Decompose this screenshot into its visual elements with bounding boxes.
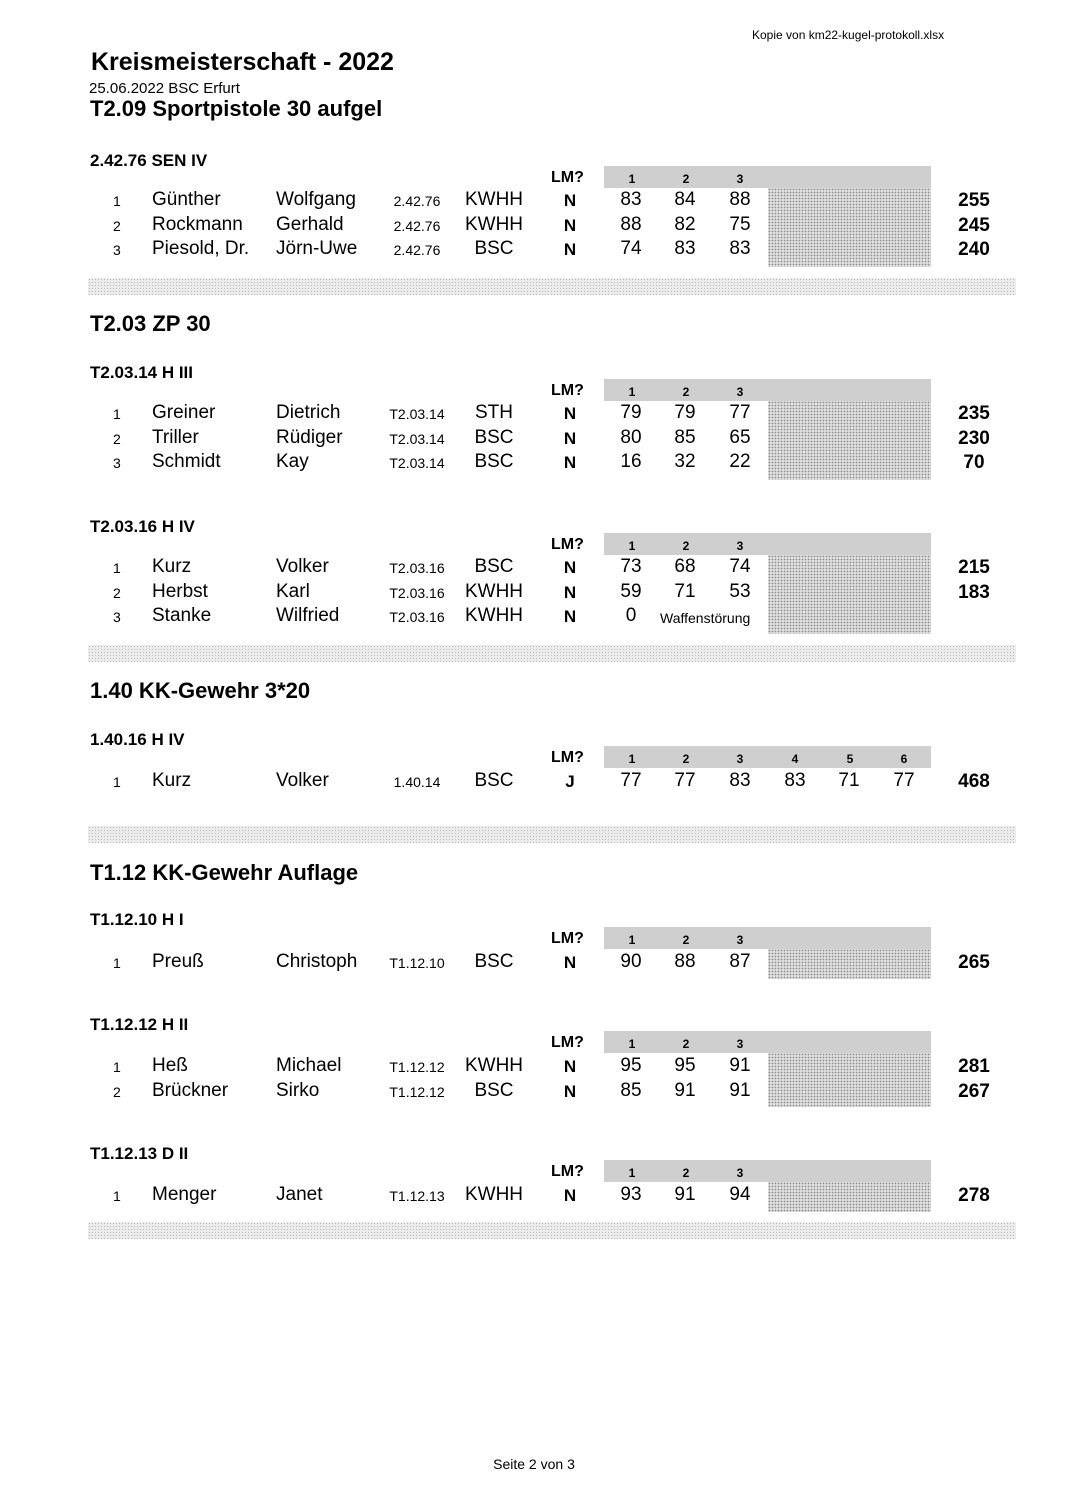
series-score: 0: [625, 605, 637, 626]
total-score: 468: [958, 771, 990, 792]
class-code: 2.42.76: [393, 193, 441, 209]
discipline-title: T2.09 Sportpistole 30 aufgel: [90, 96, 383, 121]
lm-value: N: [563, 953, 577, 972]
class-title: T2.03.16 H IV: [90, 517, 195, 536]
lm-label: LM?: [551, 169, 584, 186]
series-number: 3: [736, 933, 744, 947]
series-number: 2: [682, 752, 690, 766]
series-number: 5: [846, 752, 854, 766]
lm-value: N: [563, 607, 577, 626]
series-score: 85: [674, 427, 696, 448]
discipline-title: 1.40 KK-Gewehr 3*20: [90, 678, 311, 703]
series-header: [0, 1160, 1068, 1184]
total-score: 281: [958, 1056, 990, 1077]
series-number: 2: [682, 385, 690, 399]
series-score: 77: [674, 770, 696, 791]
series-score: 71: [674, 581, 696, 602]
club: BSC: [474, 427, 514, 448]
class-code: T2.03.14: [389, 406, 445, 422]
series-score: 75: [729, 214, 751, 235]
file-name: Kopie von km22-kugel-protokoll.xlsx: [752, 28, 945, 42]
rank: 1: [113, 955, 121, 971]
series-number: 2: [682, 539, 690, 553]
series-header: [0, 533, 1068, 557]
result-row: [0, 580, 1068, 605]
series-score: 73: [620, 556, 642, 577]
class-title: T1.12.10 H I: [90, 910, 184, 929]
class-title: 2.42.76 SEN IV: [90, 151, 208, 170]
series-score: 59: [620, 581, 642, 602]
series-header-bar: [604, 1160, 931, 1182]
rank: 1: [113, 774, 121, 790]
lm-value: N: [563, 558, 577, 577]
lm-label: LM?: [551, 930, 584, 947]
rank: 3: [113, 609, 121, 625]
last-name: Herbst: [152, 581, 208, 602]
series-score: 91: [729, 1055, 751, 1076]
series-score: 79: [620, 402, 642, 423]
last-name: Stanke: [152, 605, 212, 626]
total-score: 255: [958, 190, 990, 211]
series-header-bar: [604, 379, 931, 401]
club: BSC: [474, 238, 514, 259]
series-number: 3: [736, 539, 744, 553]
series-score: 74: [620, 238, 642, 259]
series-score: 91: [674, 1184, 696, 1205]
series-number: 2: [682, 1037, 690, 1051]
rank: 1: [113, 1188, 121, 1204]
series-number: 1: [628, 539, 636, 553]
series-number: 3: [736, 1037, 744, 1051]
last-name: Greiner: [152, 402, 216, 423]
result-row: [0, 769, 1068, 794]
result-row: [0, 555, 1068, 580]
rank: 3: [113, 455, 121, 471]
last-name: Kurz: [152, 770, 192, 791]
series-score: 90: [620, 951, 642, 972]
rank: 2: [113, 431, 121, 447]
discipline-title: T2.03 ZP 30: [90, 311, 211, 336]
lm-value: N: [563, 1186, 577, 1205]
last-name: Piesold, Dr.: [152, 238, 250, 259]
last-name: Triller: [152, 427, 199, 448]
result-row: [0, 950, 1068, 975]
series-score: 83: [729, 770, 751, 791]
series-score: 77: [729, 402, 751, 423]
class-code: T2.03.16: [389, 585, 445, 601]
last-name: Brückner: [152, 1080, 229, 1101]
series-number: 2: [682, 1166, 690, 1180]
section-separator: [88, 645, 1016, 662]
series-number: 3: [736, 385, 744, 399]
first-name: Sirko: [276, 1080, 320, 1101]
result-row: [0, 604, 1068, 629]
series-score: 68: [674, 556, 696, 577]
last-name: Menger: [152, 1184, 217, 1205]
rank: 3: [113, 242, 121, 258]
rank: 1: [113, 406, 121, 422]
club: KWHH: [464, 189, 524, 210]
lm-value: N: [563, 240, 577, 259]
series-score: 77: [620, 770, 642, 791]
lm-label: LM?: [551, 749, 584, 766]
series-score: 94: [729, 1184, 751, 1205]
first-name: Rüdiger: [276, 427, 343, 448]
first-name: Wilfried: [276, 605, 340, 626]
first-name: Karl: [276, 581, 310, 602]
series-score: 83: [620, 189, 642, 210]
club: KWHH: [464, 1055, 524, 1076]
total-score: 70: [963, 452, 985, 473]
lm-value: N: [563, 583, 577, 602]
lm-label: LM?: [551, 1163, 584, 1180]
first-name: Janet: [276, 1184, 323, 1205]
first-name: Wolfgang: [276, 189, 356, 210]
lm-value: N: [563, 453, 577, 472]
lm-value: N: [563, 1057, 577, 1076]
rank: 1: [113, 1059, 121, 1075]
last-name: Heß: [152, 1055, 188, 1076]
class-title: 1.40.16 H IV: [90, 730, 185, 749]
first-name: Christoph: [276, 951, 358, 972]
series-score: 32: [674, 451, 696, 472]
result-row: [0, 1079, 1068, 1104]
series-score: 83: [784, 770, 806, 791]
series-score: 82: [674, 214, 696, 235]
series-score: 83: [674, 238, 696, 259]
lm-value: N: [563, 404, 577, 423]
class-code: T2.03.16: [389, 560, 445, 576]
series-score: 84: [674, 189, 696, 210]
class-code: 2.42.76: [393, 218, 441, 234]
series-score: 53: [729, 581, 751, 602]
series-header-bar: [604, 1031, 931, 1053]
series-number: 1: [628, 385, 636, 399]
series-score: 91: [674, 1080, 696, 1101]
total-score: 265: [958, 952, 990, 973]
series-header-bar: [604, 927, 931, 949]
series-score: 65: [729, 427, 751, 448]
lm-value: N: [563, 191, 577, 210]
result-row: [0, 426, 1068, 451]
rank: 2: [113, 1084, 121, 1100]
total-score: 240: [958, 239, 990, 260]
series-number: 1: [628, 1037, 636, 1051]
rank: 1: [113, 193, 121, 209]
series-number: 3: [736, 172, 744, 186]
series-score: 95: [620, 1055, 642, 1076]
last-name: Preuß: [152, 951, 204, 972]
total-score: 235: [958, 403, 990, 424]
first-name: Jörn-Uwe: [276, 238, 358, 259]
series-score: 88: [729, 189, 751, 210]
rank: 2: [113, 218, 121, 234]
event-date-place: 25.06.2022 BSC Erfurt: [89, 80, 240, 97]
series-score: 87: [729, 951, 751, 972]
series-number: 2: [682, 172, 690, 186]
series-header: [0, 1031, 1068, 1055]
result-row: [0, 450, 1068, 475]
last-name: Rockmann: [152, 214, 243, 235]
section-separator: [88, 1222, 1016, 1239]
series-score: 85: [620, 1080, 642, 1101]
class-title: T1.12.13 D II: [90, 1144, 189, 1163]
result-row: [0, 237, 1068, 262]
series-score: 83: [729, 238, 751, 259]
series-score: 88: [620, 214, 642, 235]
class-code: 1.40.14: [393, 774, 441, 790]
first-name: Kay: [276, 451, 309, 472]
last-name: Günther: [152, 189, 221, 210]
last-name: Schmidt: [152, 451, 221, 472]
class-code: T1.12.13: [389, 1188, 445, 1204]
discipline-title: T1.12 KK-Gewehr Auflage: [90, 860, 359, 885]
series-header: [0, 927, 1068, 951]
total-score: 278: [958, 1185, 990, 1206]
result-row: [0, 213, 1068, 238]
lm-value: N: [563, 1082, 577, 1101]
series-header-bar: [604, 166, 931, 188]
series-number: 2: [682, 933, 690, 947]
class-code: 2.42.76: [393, 242, 441, 258]
class-title: T2.03.14 H III: [90, 363, 193, 382]
series-score: 93: [620, 1184, 642, 1205]
series-number: 1: [628, 933, 636, 947]
page-number: Seite 2 von 3: [493, 1456, 575, 1472]
page-title: Kreismeisterschaft - 2022: [91, 48, 394, 76]
first-name: Volker: [276, 556, 329, 577]
series-header-bar: [604, 533, 931, 555]
first-name: Volker: [276, 770, 329, 791]
class-code: T2.03.14: [389, 455, 445, 471]
series-number: 3: [736, 752, 744, 766]
rank: 2: [113, 585, 121, 601]
series-score: 74: [729, 556, 751, 577]
section-separator: [88, 826, 1016, 843]
total-score: 215: [958, 557, 990, 578]
club: BSC: [474, 1080, 514, 1101]
lm-label: LM?: [551, 382, 584, 399]
club: KWHH: [464, 1184, 524, 1205]
first-name: Gerhald: [276, 214, 344, 235]
series-score: 88: [674, 951, 696, 972]
series-header: [0, 746, 1068, 770]
section-separator: [88, 278, 1016, 295]
series-score: 22: [729, 451, 751, 472]
lm-value: J: [565, 772, 575, 791]
class-code: T2.03.16: [389, 609, 445, 625]
score-note: Waffenstörung: [660, 610, 751, 626]
series-header: [0, 379, 1068, 403]
lm-value: N: [563, 429, 577, 448]
lm-label: LM?: [551, 536, 584, 553]
total-score: 267: [958, 1081, 990, 1102]
rank: 1: [113, 560, 121, 576]
club: KWHH: [464, 214, 524, 235]
series-score: 77: [893, 770, 915, 791]
series-score: 80: [620, 427, 642, 448]
series-number: 6: [900, 752, 908, 766]
club: BSC: [474, 770, 514, 791]
series-score: 79: [674, 402, 696, 423]
club: BSC: [474, 451, 514, 472]
series-number: 1: [628, 1166, 636, 1180]
last-name: Kurz: [152, 556, 192, 577]
class-code: T1.12.12: [389, 1059, 445, 1075]
club: KWHH: [464, 605, 524, 626]
series-number: 1: [628, 172, 636, 186]
series-header-bar: [604, 746, 931, 768]
total-score: 183: [958, 582, 990, 603]
club: STH: [475, 402, 513, 423]
series-header: [0, 166, 1068, 190]
club: KWHH: [464, 581, 524, 602]
result-row: [0, 1054, 1068, 1079]
result-row: [0, 401, 1068, 426]
club: BSC: [474, 556, 514, 577]
class-code: T2.03.14: [389, 431, 445, 447]
first-name: Dietrich: [276, 402, 341, 423]
series-number: 3: [736, 1166, 744, 1180]
class-code: T1.12.10: [389, 955, 445, 971]
series-score: 91: [729, 1080, 751, 1101]
series-score: 95: [674, 1055, 696, 1076]
series-number: 4: [791, 752, 799, 766]
result-row: [0, 1183, 1068, 1208]
series-number: 1: [628, 752, 636, 766]
result-row: [0, 188, 1068, 213]
lm-value: N: [563, 216, 577, 235]
total-score: 230: [958, 428, 990, 449]
class-code: T1.12.12: [389, 1084, 445, 1100]
series-score: 16: [620, 451, 642, 472]
first-name: Michael: [276, 1055, 342, 1076]
total-score: 245: [958, 215, 990, 236]
series-score: 71: [838, 770, 860, 791]
class-title: T1.12.12 H II: [90, 1015, 189, 1034]
lm-label: LM?: [551, 1034, 584, 1051]
club: BSC: [474, 951, 514, 972]
